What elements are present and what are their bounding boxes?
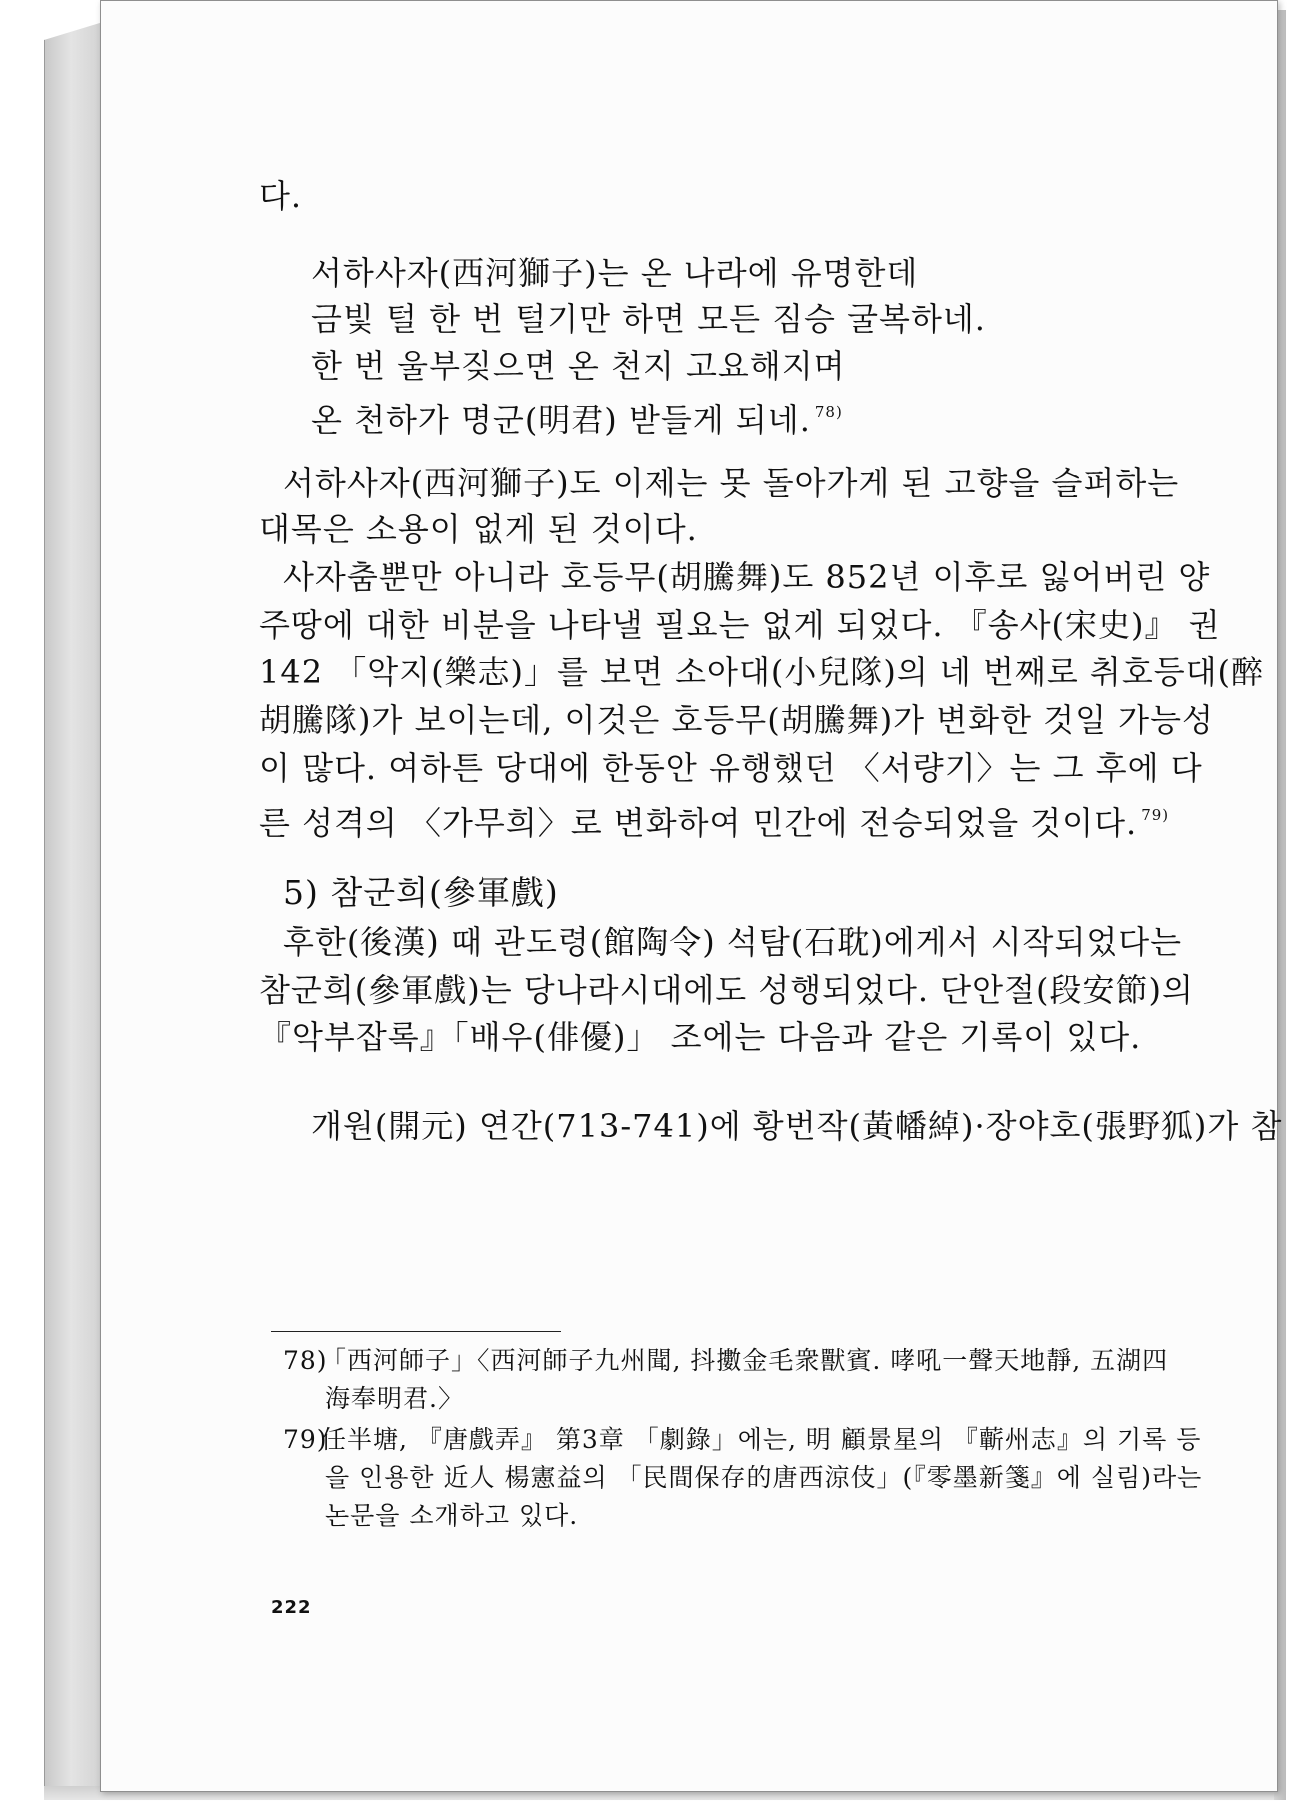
paragraph-line-last [259, 795, 1169, 843]
page-number: 222 [271, 1597, 312, 1618]
footnote-ref-78: 78) [814, 403, 843, 421]
footnote-text: 任半塘, 『唐戲弄』 第3章 「劇錄」에는, 明 顧景星의 『蘄州志』의 기록 등 [321, 1425, 1202, 1454]
paragraph-line: 후한(後漢) 때 관도령(館陶令) 석탐(石耽)에게서 시작되었다는 [283, 923, 1183, 961]
paragraph-line: 서하사자(西河獅子)도 이제는 못 돌아가게 된 고향을 슬퍼하는 [283, 464, 1180, 502]
footnote-text: 「西河師子」〈西河師子九州聞, 抖擻金毛衆獸賓. 哮吼一聲天地靜, 五湖四 [321, 1346, 1169, 1375]
footnote-number: 79) [283, 1425, 328, 1454]
footnote-79 [283, 1423, 1201, 1457]
quote-line: 개원(開元) 연간(713-741)에 황번작(黃幡綽)·장야호(張野狐)가 참 [311, 1107, 1283, 1145]
opening-text: 다. [259, 177, 303, 215]
paragraph-line: 른 성격의 〈가무희〉로 변화하여 민간에 전승되었을 것이다. [259, 804, 1138, 842]
footnote-text: 海奉明君.〉 [325, 1384, 464, 1413]
poem-line: 서하사자(西河獅子)는 온 나라에 유명한데 [311, 254, 919, 292]
paragraph-line: 142 「악지(樂志)」를 보면 소아대(小兒隊)의 네 번째로 취호등대(醉 [259, 653, 1265, 691]
footnote-78 [283, 1344, 1168, 1378]
book-spine [44, 22, 103, 1792]
section-heading: 5) 참군희(參軍戲) [283, 873, 559, 912]
poem-line: 온 천하가 명군(明君) 받들게 되네. [311, 401, 811, 439]
footnote-text: 을 인용한 近人 楊憲益의 「民間保存的唐西涼伎」(『零墨新箋』에 실림)라는 [325, 1463, 1203, 1492]
paragraph-line: 이 많다. 여하튼 당대에 한동안 유행했던 〈서량기〉는 그 후에 다 [259, 749, 1203, 787]
paragraph-line: 주땅에 대한 비분을 나타낼 필요는 없게 되었다. 『송사(宋史)』 권 [259, 606, 1221, 644]
footnote-number: 78) [283, 1346, 328, 1375]
paragraph-line: 참군희(參軍戲)는 당나라시대에도 성행되었다. 단안절(段安節)의 [259, 971, 1194, 1009]
paragraph-line: 사자춤뿐만 아니라 호등무(胡騰舞)도 852년 이후로 잃어버린 양 [283, 558, 1211, 596]
poem-line: 한 번 울부짖으면 온 천지 고요해지며 [311, 347, 846, 385]
poem-line-last [311, 392, 843, 440]
paragraph-line: 『악부잡록』「배우(俳優)」 조에는 다음과 같은 기록이 있다. [259, 1018, 1142, 1056]
paragraph-line: 대목은 소용이 없게 된 것이다. [259, 510, 698, 548]
footnote-divider [271, 1331, 561, 1332]
paragraph-line: 胡騰隊)가 보이는데, 이것은 호등무(胡騰舞)가 변화한 것일 가능성 [259, 701, 1214, 739]
book-page [100, 0, 1283, 1792]
poem-line: 금빛 털 한 번 털기만 하면 모든 짐승 굴복하네. [311, 300, 986, 338]
footnote-text: 논문을 소개하고 있다. [325, 1501, 579, 1530]
footnote-ref-79: 79) [1141, 806, 1170, 824]
